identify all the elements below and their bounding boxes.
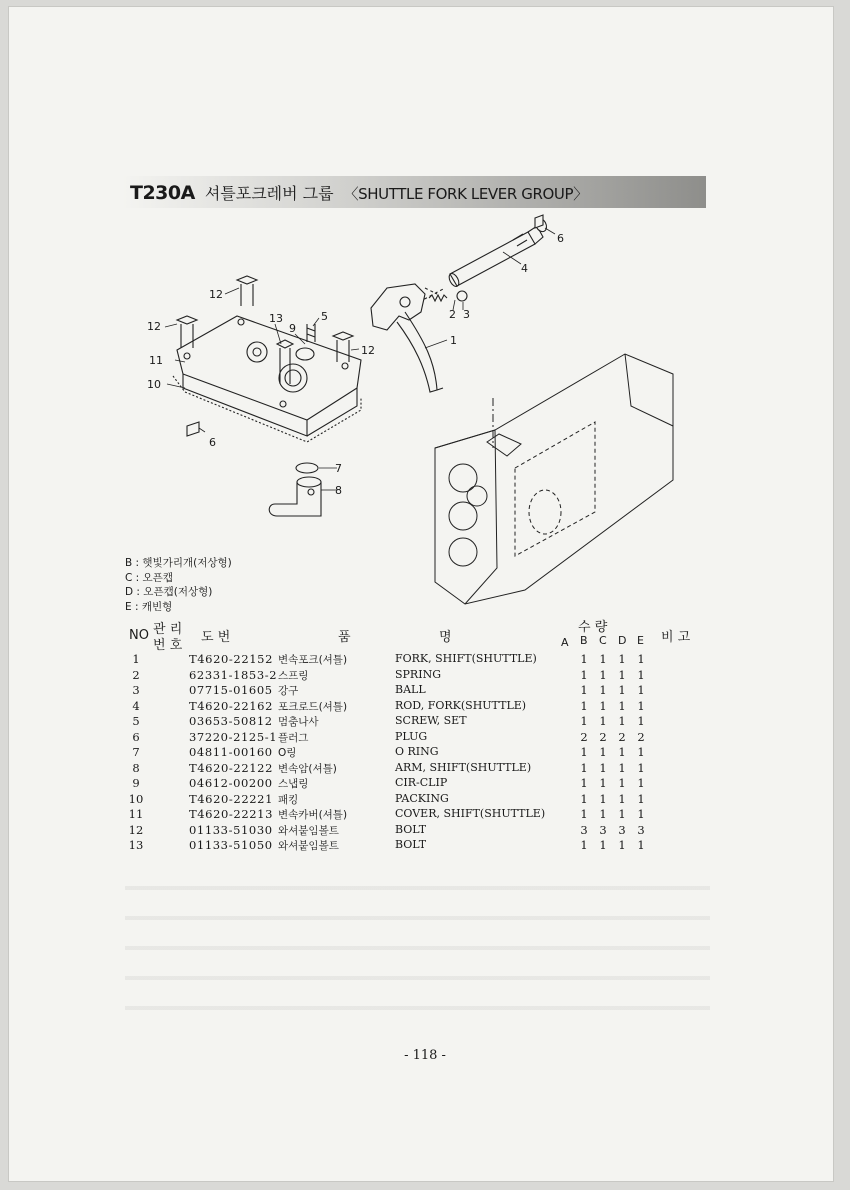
row-qty-c: 1 [599,683,607,697]
callout-label: 6 [557,232,564,245]
col-qty-b: B [580,634,588,647]
row-qty-d: 1 [618,683,626,697]
o-ring-drawing [296,463,318,473]
row-qty-c: 1 [599,838,607,852]
table-row [125,683,715,699]
row-qty-e: 1 [637,776,645,790]
fork-rod-drawing [419,216,549,302]
row-qty-e: 1 [637,838,645,852]
row-name-english: O RING [395,745,439,758]
row-qty-e: 3 [637,822,645,837]
row-no: 4 [132,698,140,713]
col-qty-e: E [637,634,644,647]
row-no: 8 [132,760,140,775]
group-title-korean: 셔틀포크레버 그룹 [204,184,334,203]
row-qty-d: 2 [618,729,626,744]
row-qty-d: 3 [618,822,626,837]
parts-table-header [125,616,715,652]
set-screw-drawing [307,324,315,342]
row-qty-b: 1 [580,698,588,713]
callout-label: 12 [209,288,223,301]
table-row [125,792,715,808]
legend-item: E : 캐빈형 [125,600,173,613]
ball-drawing [457,291,467,301]
row-part-number: T4620-22213 [189,807,274,821]
table-row [125,776,715,792]
col-remarks: 비 고 [661,630,691,645]
callout-label: 6 [209,436,216,449]
row-qty-b: 2 [580,729,588,744]
callout-label: 8 [335,484,342,497]
row-name-english: FORK, SHIFT(SHUTTLE) [395,652,537,665]
row-qty-c: 1 [599,776,607,790]
shift-arm-drawing [269,477,321,516]
callout-label: 10 [147,378,161,391]
row-qty-b: 1 [580,838,588,852]
row-qty-b: 1 [580,745,588,759]
row-no: 1 [132,652,140,666]
row-qty-b: 1 [580,667,588,682]
table-row [125,807,715,823]
row-qty-c: 1 [599,714,607,728]
row-qty-e: 1 [637,652,645,666]
row-qty-b: 1 [580,683,588,697]
row-part-number: 37220-2125-1 [189,729,278,744]
row-no: 2 [132,667,140,682]
col-qty-a: A [561,636,569,649]
callout-label: 3 [463,308,470,321]
row-qty-e: 1 [637,714,645,728]
row-no: 12 [128,822,144,837]
callout-label: 2 [449,308,456,321]
col-no: NO [129,628,149,643]
row-qty-e: 1 [637,745,645,759]
row-qty-d: 1 [618,698,626,713]
callout-label: 5 [321,310,328,323]
table-row [125,745,715,761]
callout-label: 7 [335,462,342,475]
row-name-english: ARM, SHIFT(SHUTTLE) [395,760,532,774]
row-part-number: T4620-22221 [189,791,274,806]
row-name-korean: 와셔붙임볼트 [278,824,339,837]
table-row [125,730,715,746]
row-qty-b: 1 [580,807,588,821]
table-row [125,699,715,715]
callout-label: 12 [361,344,375,357]
page-title [130,181,588,205]
row-qty-d: 1 [618,807,626,821]
row-part-number: 04612-00200 [189,776,273,790]
row-qty-d: 1 [618,760,626,775]
group-code: T230A [130,182,195,204]
row-name-korean: 스냅링 [278,778,309,790]
row-qty-c: 1 [599,807,607,821]
row-part-number: 01133-51030 [189,822,273,837]
row-name-korean: 스프링 [278,669,309,682]
row-qty-d: 1 [618,791,626,806]
row-qty-c: 2 [599,729,607,744]
row-no: 5 [132,714,140,728]
row-part-number: T4620-22152 [189,652,274,666]
row-name-english: COVER, SHIFT(SHUTTLE) [395,807,546,820]
spring-drawing [429,295,447,301]
callout-label: 11 [149,354,163,367]
row-qty-e: 1 [637,683,645,697]
row-name-english: BOLT [395,822,427,836]
row-qty-c: 1 [599,667,607,682]
row-name-korean: O링 [278,747,297,759]
row-qty-b: 3 [580,822,588,837]
parts-table-body [125,652,715,854]
row-qty-b: 1 [580,791,588,806]
row-qty-c: 1 [599,791,607,806]
row-qty-d: 1 [618,838,626,852]
row-qty-c: 1 [599,652,607,666]
table-row [125,652,715,668]
table-row [125,823,715,839]
row-qty-e: 1 [637,760,645,775]
legend-item: C : 오픈캡 [125,571,173,584]
row-name-korean: 플러그 [278,731,309,744]
row-part-number: 01133-51050 [189,838,273,852]
row-qty-b: 1 [580,714,588,728]
row-qty-e: 2 [637,729,645,744]
table-row [125,714,715,730]
row-qty-b: 1 [580,652,588,666]
row-no: 9 [132,776,140,790]
row-name-korean: 포크로드(셔틀) [278,700,348,713]
table-row [125,761,715,777]
col-qty-d: D [618,634,627,647]
callout-label: 1 [450,334,457,347]
row-qty-d: 1 [618,652,626,666]
row-part-number: T4620-22162 [189,698,274,713]
col-qty: 수 량 [578,620,608,635]
row-no: 7 [132,745,140,759]
row-qty-c: 1 [599,760,607,775]
row-name-korean: 변속카버(셔틀) [278,809,348,821]
row-name-korean: 와셔붙임볼트 [278,840,339,852]
col-mgmt-bottom: 번 호 [153,638,183,653]
row-part-number: 04811-00160 [189,745,273,759]
row-qty-e: 1 [637,698,645,713]
row-qty-e: 1 [637,667,645,682]
row-part-number: 62331-1853-2 [189,667,278,682]
shift-cover-drawing [177,316,361,436]
row-name-korean: 멈춤나사 [278,716,319,728]
legend-item: B : 햇빛가리개(저상형) [125,557,232,569]
blank-table-lines [125,860,710,1020]
row-part-number: T4620-22122 [189,760,274,775]
row-qty-d: 1 [618,776,626,790]
plug-drawing [187,422,199,436]
callout-label: 13 [269,312,283,325]
row-no: 13 [128,838,144,852]
row-no: 10 [128,791,144,806]
transmission-case-drawing [435,354,673,604]
row-name-english: ROD, FORK(SHUTTLE) [395,698,527,712]
col-qty-c: C [599,634,607,647]
col-mgmt-top: 관 리 [153,622,183,637]
exploded-parts-diagram [125,212,715,612]
row-qty-b: 1 [580,760,588,775]
row-name-english: CIR-CLIP [395,776,448,789]
row-qty-c: 3 [599,822,607,837]
callout-label: 9 [289,322,296,335]
row-name-korean: 패킹 [278,793,299,806]
page-number: - 118 - [404,1048,446,1063]
row-no: 11 [128,807,144,821]
row-qty-d: 1 [618,745,626,759]
row-name-english: PLUG [395,729,428,743]
col-name-right: 명 [439,630,452,645]
table-row [125,838,715,854]
row-qty-d: 1 [618,714,626,728]
row-qty-e: 1 [637,791,645,806]
variant-legend [125,556,232,614]
col-name-left: 품 [338,630,351,645]
row-no: 3 [132,683,140,697]
group-title-english: 〈SHUTTLE FORK LEVER GROUP〉 [343,185,588,203]
row-qty-b: 1 [580,776,588,790]
row-name-korean: 변속암(셔틀) [278,762,337,775]
row-qty-e: 1 [637,807,645,821]
row-qty-c: 1 [599,745,607,759]
row-name-english: SCREW, SET [395,714,467,727]
shift-fork-drawing [371,284,443,392]
callout-label: 12 [147,320,161,333]
row-name-english: BOLT [395,838,427,851]
row-name-english: BALL [395,683,426,696]
table-row [125,668,715,684]
row-part-number: 03653-50812 [189,714,273,728]
row-name-korean: 변속포크(셔틀) [278,654,348,666]
col-part-no: 도 번 [201,630,231,645]
row-name-english: PACKING [395,791,449,805]
row-name-korean: 강구 [278,685,299,697]
legend-item: D : 오픈캡(저상형) [125,586,213,598]
row-qty-d: 1 [618,667,626,682]
row-name-english: SPRING [395,667,441,681]
row-qty-c: 1 [599,698,607,713]
row-part-number: 07715-01605 [189,683,273,697]
callout-label: 4 [521,262,528,275]
row-no: 6 [132,729,140,744]
